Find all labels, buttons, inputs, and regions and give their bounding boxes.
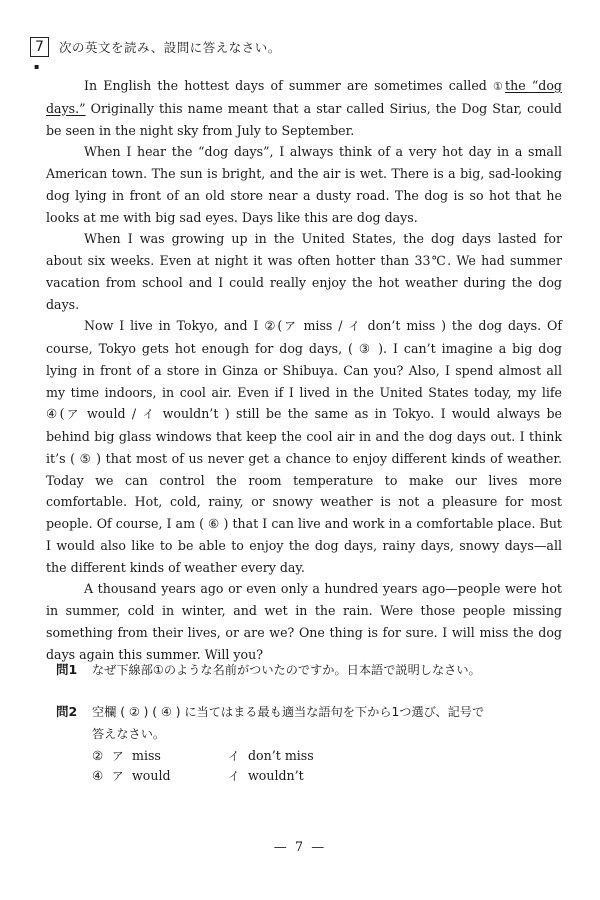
- paragraph-1: In English the hottest days of summer are sometimes called ①the “dog days.” Originally this name meant that a star called Sirius, the Dog Star, could be seen in the night sky from July to September.: [46, 78, 562, 138]
- question-2: [56, 702, 566, 742]
- question-instruction: 次の英文を読み、設問に答えなさい。: [59, 40, 281, 55]
- paragraph-5: A thousand years ago or even only a hundred years ago—people were hot in summer, cold in winter, and wet in the rain. Were those people missing something from their lives, or are we? One thing is for sure. I will miss the dog days again this summer. Will you?: [46, 581, 562, 662]
- question-1-number: 問1: [56, 662, 78, 677]
- paragraph-3: When I was growing up in the United States, the dog days lasted for about six weeks. Even at night it was often hotter than 33℃. We had summer vacation from school and I could really enjoy the hot weather during the dog days.: [46, 231, 562, 312]
- paragraph-2: When I hear the “dog days”, I always think of a very hot day in a small American town. The sun is bright, and the air is wet. There is a big, sad-looking dog lying in front of an old store near a dusty road. The dog is so hot that he looks at me with big sad eyes. Days like this are dog days.: [46, 144, 562, 225]
- question-2-number: 問2: [56, 704, 78, 719]
- question-2-text: 空欄 ( ② ) ( ④ ) に当てはまる最も適当な語句を下から1つ選び、記号で: [92, 705, 485, 719]
- choice-b-text: don’t miss: [248, 748, 314, 763]
- choice-label: ②: [92, 748, 104, 763]
- choice-a-text: would: [132, 768, 171, 783]
- choice-b-mark: イ: [228, 769, 240, 783]
- choice-a-text: miss: [132, 748, 161, 763]
- passage: [46, 75, 562, 665]
- question-1: [56, 660, 566, 678]
- page-number: — 7 —: [273, 840, 327, 855]
- margin-tick-mark: ▪: [34, 62, 40, 71]
- question-2-text-continued: 答えなさい。: [92, 727, 166, 741]
- choice-label: ④: [92, 768, 104, 783]
- choice-b-text: wouldn’t: [248, 768, 304, 783]
- question-header: [30, 37, 281, 57]
- question-1-text: なぜ下線部①のような名前がついたのですか。日本語で説明しなさい。: [92, 663, 481, 677]
- choice-b-mark: イ: [228, 749, 240, 763]
- underline-marker-1: ①: [493, 80, 506, 93]
- choice-a-mark: ア: [112, 769, 124, 783]
- underlined-phrase-1: the “dog days.”: [46, 78, 562, 116]
- paragraph-4: Now I live in Tokyo, and I ②(ア miss / イ don’t miss ) the dog days. Of course, Tokyo gets hot enough for dog days, ( ③ ). I can’t imagine a big dog lying in front of a store in Ginza or Shibuya. Can you? Also, I spend almost all my time indoors, in cool air. Even if I lived in the United States today, my life ④(ア would / イ wouldn’t ) still be the same as in Tokyo. I would always be behind big glass windows that keep the cool air in and the dog days out. I think it’s ( ⑤ ) that most of us never get a chance to enjoy different kinds of weather. Today we can control the room temperature to make our lives more comfortable. Hot, cold, rainy, or snowy weather is not a pleasure for most people. Of course, I am ( ⑥ ) that I can live and work in a comfortable place. But I would also like to be able to enjoy the dog days, rainy days, snowy days—all the different kinds of weather every day.: [46, 318, 562, 575]
- answer-choices: [92, 746, 314, 786]
- choice-row: [92, 766, 314, 786]
- question-number-box: 7: [30, 37, 49, 57]
- choice-row: [92, 746, 314, 766]
- choice-a-mark: ア: [112, 749, 124, 763]
